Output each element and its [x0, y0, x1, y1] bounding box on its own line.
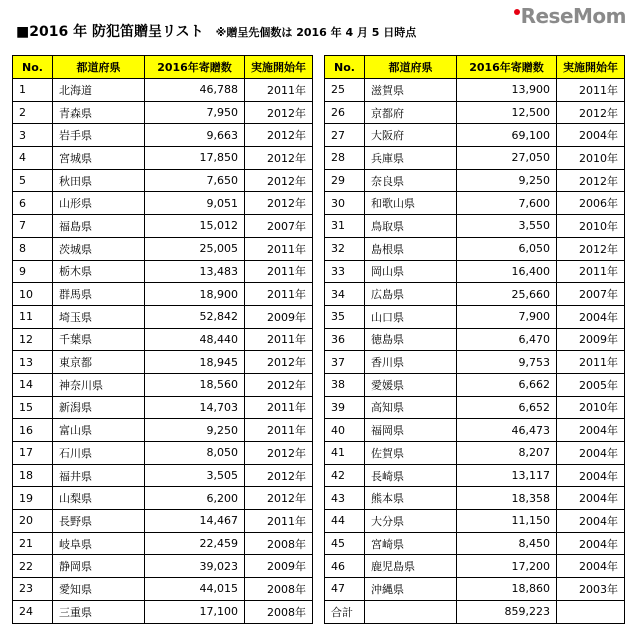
cell-count: 13,117 [457, 464, 557, 487]
cell-no: 32 [325, 237, 365, 260]
cell-no: 23 [13, 578, 53, 601]
cell-no: 26 [325, 101, 365, 124]
logo-dot-icon [514, 9, 520, 15]
cell-no: 1 [13, 79, 53, 102]
cell-prefecture: 北海道 [53, 79, 145, 102]
cell-count: 46,788 [145, 79, 245, 102]
table-row [325, 305, 625, 328]
table-row [325, 510, 625, 533]
header-start-year: 実施開始年 [245, 56, 313, 79]
cell-count: 6,470 [457, 328, 557, 351]
cell-count: 3,550 [457, 215, 557, 238]
cell-no: 37 [325, 351, 365, 374]
cell-start-year: 2012年 [245, 351, 313, 374]
cell-count: 7,600 [457, 192, 557, 215]
table-row [13, 442, 313, 465]
cell-count: 7,950 [145, 101, 245, 124]
cell-start-year: 2012年 [557, 237, 625, 260]
cell-start-year: 2007年 [557, 283, 625, 306]
table-row [325, 555, 625, 578]
cell-count: 6,652 [457, 396, 557, 419]
cell-start-year: 2004年 [557, 419, 625, 442]
cell-count: 7,900 [457, 305, 557, 328]
cell-no: 31 [325, 215, 365, 238]
table-right [324, 55, 625, 624]
cell-prefecture: 福島県 [53, 215, 145, 238]
table-row [325, 215, 625, 238]
header-row [13, 56, 313, 79]
cell-prefecture: 熊本県 [365, 487, 457, 510]
cell-count: 9,051 [145, 192, 245, 215]
cell-start-year: 2005年 [557, 373, 625, 396]
table-row [13, 237, 313, 260]
table-row [13, 215, 313, 238]
cell-start-year: 2004年 [557, 487, 625, 510]
table-row [13, 101, 313, 124]
cell-prefecture: 愛媛県 [365, 373, 457, 396]
cell-start-year: 2004年 [557, 555, 625, 578]
cell-count: 14,703 [145, 396, 245, 419]
table-row [13, 124, 313, 147]
table-row [13, 510, 313, 533]
cell-prefecture: 京都府 [365, 101, 457, 124]
cell-prefecture: 沖縄県 [365, 578, 457, 601]
table-row [325, 532, 625, 555]
table-row [325, 283, 625, 306]
cell-prefecture: 静岡県 [53, 555, 145, 578]
cell-start-year: 2007年 [245, 215, 313, 238]
cell-start-year: 2009年 [245, 555, 313, 578]
cell-no: 45 [325, 532, 365, 555]
cell-prefecture [365, 600, 457, 623]
cell-prefecture: 長野県 [53, 510, 145, 533]
cell-no: 13 [13, 351, 53, 374]
cell-start-year: 2012年 [245, 147, 313, 170]
cell-start-year: 2004年 [557, 124, 625, 147]
cell-prefecture: 鹿児島県 [365, 555, 457, 578]
cell-count: 859,223 [457, 600, 557, 623]
cell-no: 5 [13, 169, 53, 192]
table-row [13, 600, 313, 623]
logo-text: ReseMom [520, 4, 626, 28]
cell-no: 35 [325, 305, 365, 328]
cell-count: 39,023 [145, 555, 245, 578]
table-row [325, 442, 625, 465]
cell-prefecture: 愛知県 [53, 578, 145, 601]
cell-count: 16,400 [457, 260, 557, 283]
cell-no: 19 [13, 487, 53, 510]
cell-start-year: 2011年 [245, 237, 313, 260]
cell-prefecture: 山形県 [53, 192, 145, 215]
cell-count: 18,860 [457, 578, 557, 601]
table-row [325, 396, 625, 419]
cell-count: 12,500 [457, 101, 557, 124]
cell-no: 27 [325, 124, 365, 147]
cell-no: 25 [325, 79, 365, 102]
cell-count: 17,100 [145, 600, 245, 623]
cell-prefecture: 石川県 [53, 442, 145, 465]
cell-prefecture: 佐賀県 [365, 442, 457, 465]
cell-start-year: 2011年 [245, 510, 313, 533]
cell-no: 47 [325, 578, 365, 601]
table-row [325, 169, 625, 192]
cell-count: 48,440 [145, 328, 245, 351]
table-row [13, 396, 313, 419]
cell-count: 18,358 [457, 487, 557, 510]
header-count: 2016年寄贈数 [145, 56, 245, 79]
cell-no: 14 [13, 373, 53, 396]
cell-prefecture: 新潟県 [53, 396, 145, 419]
cell-count: 9,753 [457, 351, 557, 374]
cell-no: 20 [13, 510, 53, 533]
cell-no: 4 [13, 147, 53, 170]
cell-count: 13,900 [457, 79, 557, 102]
cell-count: 9,663 [145, 124, 245, 147]
cell-prefecture: 高知県 [365, 396, 457, 419]
cell-prefecture: 岡山県 [365, 260, 457, 283]
cell-start-year: 2011年 [557, 260, 625, 283]
cell-no: 7 [13, 215, 53, 238]
cell-no: 16 [13, 419, 53, 442]
cell-count: 6,050 [457, 237, 557, 260]
cell-prefecture: 兵庫県 [365, 147, 457, 170]
table-left-body [13, 79, 313, 624]
title-note: ※贈呈先個数は 2016 年 4 月 5 日時点 [215, 26, 417, 39]
cell-prefecture: 滋賀県 [365, 79, 457, 102]
cell-count: 8,207 [457, 442, 557, 465]
cell-count: 17,200 [457, 555, 557, 578]
cell-prefecture: 山梨県 [53, 487, 145, 510]
cell-count: 25,660 [457, 283, 557, 306]
table-row [13, 555, 313, 578]
table-row [13, 192, 313, 215]
cell-prefecture: 埼玉県 [53, 305, 145, 328]
table-row [13, 532, 313, 555]
cell-start-year: 2008年 [245, 532, 313, 555]
table-row [13, 419, 313, 442]
cell-start-year: 2010年 [557, 396, 625, 419]
header-row [325, 56, 625, 79]
cell-count: 17,850 [145, 147, 245, 170]
cell-count: 6,200 [145, 487, 245, 510]
cell-start-year: 2004年 [557, 464, 625, 487]
cell-start-year: 2004年 [557, 305, 625, 328]
table-row [325, 464, 625, 487]
table-row [13, 487, 313, 510]
cell-no: 42 [325, 464, 365, 487]
cell-prefecture: 栃木県 [53, 260, 145, 283]
table-row [325, 260, 625, 283]
cell-start-year: 2011年 [245, 79, 313, 102]
cell-start-year: 2012年 [245, 124, 313, 147]
cell-count: 9,250 [457, 169, 557, 192]
header-prefecture: 都道府県 [53, 56, 145, 79]
cell-count: 44,015 [145, 578, 245, 601]
cell-count: 46,473 [457, 419, 557, 442]
cell-count: 25,005 [145, 237, 245, 260]
table-row [325, 328, 625, 351]
table-row [325, 419, 625, 442]
cell-prefecture: 広島県 [365, 283, 457, 306]
cell-prefecture: 大分県 [365, 510, 457, 533]
table-row [13, 283, 313, 306]
cell-no: 43 [325, 487, 365, 510]
cell-no: 40 [325, 419, 365, 442]
logo [514, 4, 626, 28]
table-row [325, 147, 625, 170]
cell-start-year: 2011年 [245, 283, 313, 306]
cell-start-year: 2004年 [557, 442, 625, 465]
cell-no: 3 [13, 124, 53, 147]
cell-no: 28 [325, 147, 365, 170]
cell-start-year: 2011年 [245, 328, 313, 351]
cell-count: 18,945 [145, 351, 245, 374]
cell-start-year: 2008年 [245, 578, 313, 601]
cell-start-year: 2009年 [557, 328, 625, 351]
cell-start-year: 2012年 [245, 101, 313, 124]
table-row [325, 192, 625, 215]
table-left [12, 55, 313, 624]
cell-no: 36 [325, 328, 365, 351]
cell-count: 8,450 [457, 532, 557, 555]
cell-start-year: 2011年 [557, 351, 625, 374]
cell-no: 39 [325, 396, 365, 419]
cell-count: 52,842 [145, 305, 245, 328]
cell-start-year: 2010年 [557, 215, 625, 238]
cell-start-year: 2012年 [245, 169, 313, 192]
cell-prefecture: 宮崎県 [365, 532, 457, 555]
table-row [325, 600, 625, 623]
table-row [325, 124, 625, 147]
cell-count: 22,459 [145, 532, 245, 555]
cell-count: 69,100 [457, 124, 557, 147]
cell-no: 2 [13, 101, 53, 124]
table-row [13, 328, 313, 351]
cell-count: 27,050 [457, 147, 557, 170]
cell-start-year: 2012年 [245, 487, 313, 510]
cell-no: 合計 [325, 600, 365, 623]
header-no: No. [13, 56, 53, 79]
table-row [325, 101, 625, 124]
table-row [325, 79, 625, 102]
cell-prefecture: 岐阜県 [53, 532, 145, 555]
cell-prefecture: 島根県 [365, 237, 457, 260]
cell-prefecture: 秋田県 [53, 169, 145, 192]
cell-no: 22 [13, 555, 53, 578]
cell-no: 12 [13, 328, 53, 351]
cell-count: 3,505 [145, 464, 245, 487]
cell-count: 9,250 [145, 419, 245, 442]
cell-no: 30 [325, 192, 365, 215]
cell-count: 15,012 [145, 215, 245, 238]
cell-prefecture: 神奈川県 [53, 373, 145, 396]
header-prefecture: 都道府県 [365, 56, 457, 79]
cell-no: 6 [13, 192, 53, 215]
cell-prefecture: 和歌山県 [365, 192, 457, 215]
header-count: 2016年寄贈数 [457, 56, 557, 79]
cell-start-year: 2003年 [557, 578, 625, 601]
cell-prefecture: 宮城県 [53, 147, 145, 170]
cell-count: 18,560 [145, 373, 245, 396]
cell-start-year: 2004年 [557, 532, 625, 555]
table-row [325, 237, 625, 260]
cell-start-year: 2012年 [557, 169, 625, 192]
cell-no: 17 [13, 442, 53, 465]
header-start-year: 実施開始年 [557, 56, 625, 79]
cell-prefecture: 福岡県 [365, 419, 457, 442]
title-text: ■2016 年 防犯笛贈呈リスト [16, 24, 204, 40]
cell-no: 38 [325, 373, 365, 396]
cell-no: 24 [13, 600, 53, 623]
cell-prefecture: 東京都 [53, 351, 145, 374]
page-title [16, 18, 416, 46]
cell-prefecture: 群馬県 [53, 283, 145, 306]
cell-start-year: 2008年 [245, 600, 313, 623]
cell-no: 29 [325, 169, 365, 192]
cell-start-year: 2012年 [245, 442, 313, 465]
cell-start-year [557, 600, 625, 623]
cell-no: 46 [325, 555, 365, 578]
cell-prefecture: 香川県 [365, 351, 457, 374]
cell-prefecture: 大阪府 [365, 124, 457, 147]
cell-prefecture: 奈良県 [365, 169, 457, 192]
cell-prefecture: 福井県 [53, 464, 145, 487]
cell-no: 9 [13, 260, 53, 283]
cell-count: 7,650 [145, 169, 245, 192]
cell-count: 11,150 [457, 510, 557, 533]
table-row [325, 373, 625, 396]
table-row [13, 464, 313, 487]
cell-no: 10 [13, 283, 53, 306]
table-row [325, 487, 625, 510]
cell-prefecture: 千葉県 [53, 328, 145, 351]
table-row [13, 351, 313, 374]
cell-start-year: 2010年 [557, 147, 625, 170]
table-row [13, 147, 313, 170]
cell-prefecture: 山口県 [365, 305, 457, 328]
cell-count: 8,050 [145, 442, 245, 465]
table-row [13, 169, 313, 192]
cell-prefecture: 青森県 [53, 101, 145, 124]
cell-count: 18,900 [145, 283, 245, 306]
cell-prefecture: 徳島県 [365, 328, 457, 351]
cell-no: 41 [325, 442, 365, 465]
cell-no: 44 [325, 510, 365, 533]
cell-start-year: 2011年 [557, 79, 625, 102]
cell-count: 6,662 [457, 373, 557, 396]
table-right-body [325, 79, 625, 624]
cell-start-year: 2012年 [245, 192, 313, 215]
cell-prefecture: 鳥取県 [365, 215, 457, 238]
table-row [13, 373, 313, 396]
cell-no: 21 [13, 532, 53, 555]
cell-start-year: 2012年 [245, 464, 313, 487]
cell-count: 13,483 [145, 260, 245, 283]
cell-no: 15 [13, 396, 53, 419]
cell-no: 8 [13, 237, 53, 260]
cell-no: 18 [13, 464, 53, 487]
cell-prefecture: 三重県 [53, 600, 145, 623]
cell-prefecture: 富山県 [53, 419, 145, 442]
cell-start-year: 2012年 [557, 101, 625, 124]
table-row [325, 351, 625, 374]
cell-start-year: 2006年 [557, 192, 625, 215]
cell-start-year: 2012年 [245, 373, 313, 396]
cell-start-year: 2011年 [245, 260, 313, 283]
cell-prefecture: 岩手県 [53, 124, 145, 147]
table-row [13, 305, 313, 328]
cell-no: 33 [325, 260, 365, 283]
cell-start-year: 2009年 [245, 305, 313, 328]
cell-count: 14,467 [145, 510, 245, 533]
header-no: No. [325, 56, 365, 79]
cell-prefecture: 茨城県 [53, 237, 145, 260]
table-row [13, 260, 313, 283]
cell-prefecture: 長崎県 [365, 464, 457, 487]
table-row [13, 79, 313, 102]
cell-start-year: 2011年 [245, 396, 313, 419]
cell-start-year: 2004年 [557, 510, 625, 533]
cell-no: 34 [325, 283, 365, 306]
cell-no: 11 [13, 305, 53, 328]
cell-start-year: 2011年 [245, 419, 313, 442]
